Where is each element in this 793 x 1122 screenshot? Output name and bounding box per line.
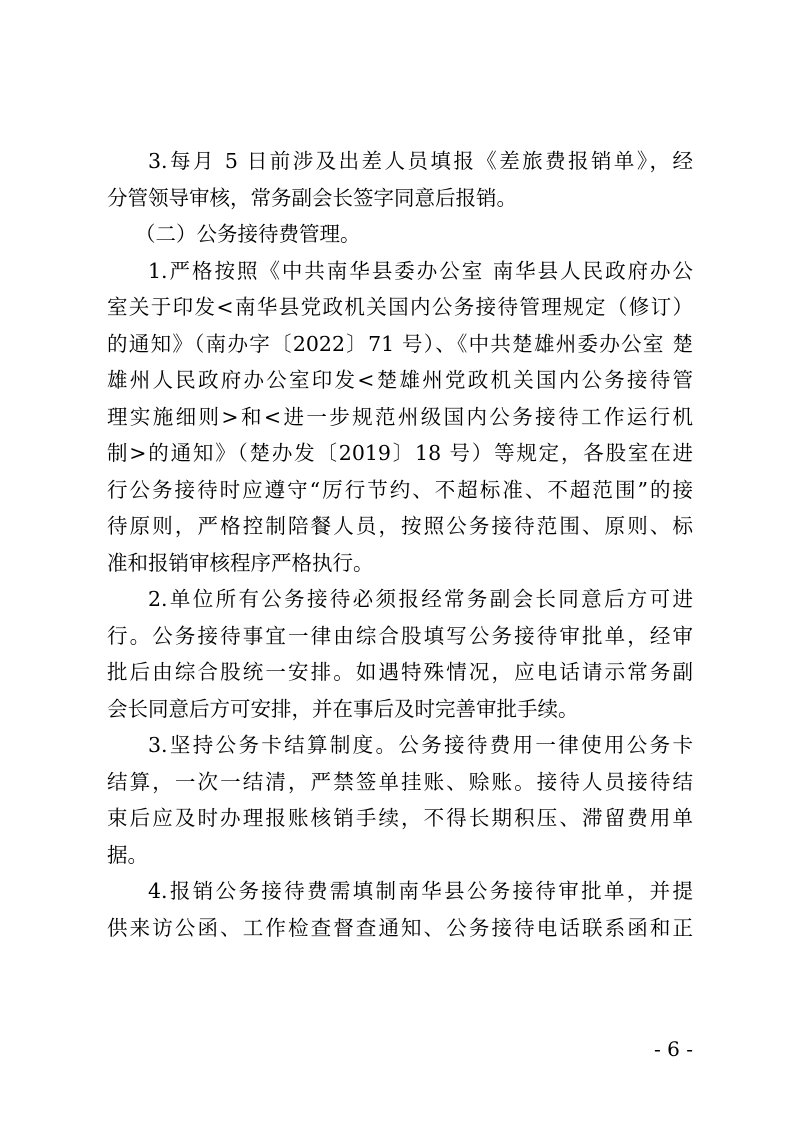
section-heading-reception-fee <box>107 216 693 253</box>
text-line: 会长同意后方可安排，并在事后及时完善审批手续。 <box>107 696 579 721</box>
text-line: 制>的通知》（楚办发〔2019〕18 号）等规定，各股室在进 <box>107 441 693 465</box>
paragraph-reception-item-1 <box>107 253 693 582</box>
paragraph-reception-item-3 <box>107 727 693 873</box>
text-line: 4.报销公务接待费需填制南华县公务接待审批单，并提 <box>148 879 693 903</box>
text-line: 室关于印发<南华县党政机关国内公务接待管理规定（修订） <box>107 295 693 319</box>
paragraph-reception-item-2 <box>107 581 693 727</box>
text-line: 3.每月 5 日前涉及出差人员填报《差旅费报销单》，经 <box>148 149 693 173</box>
section-heading: （二）公务接待费管理。 <box>135 222 361 246</box>
text-line: 分管领导审核，常务副会长签字同意后报销。 <box>107 185 517 210</box>
text-line: 3.坚持公务卡结算制度。公务接待费用一律使用公务卡 <box>148 733 693 757</box>
text-line: 待原则，严格控制陪餐人员，按照公务接待范围、原则、标 <box>107 514 693 538</box>
text-line: 结算，一次一结清，严禁签单挂账、赊账。接待人员接待结 <box>107 769 693 794</box>
text-line: 2.单位所有公务接待必须报经常务副会长同意后方可进 <box>148 587 693 611</box>
page-number: - 6 - <box>654 1037 693 1061</box>
text-line: 行公务接待时应遵守“厉行节约、不超标准、不超范围”的接 <box>107 477 693 502</box>
paragraph-travel-expense-item-3 <box>107 143 693 216</box>
paragraph-reception-item-4 <box>107 873 693 946</box>
text-line: 束后应及时办理报账核销手续，不得长期积压、滞留费用单 <box>107 806 693 830</box>
text-line: 准和报销审核程序严格执行。 <box>107 550 374 575</box>
text-line: 理实施细则>和<进一步规范州级国内公务接待工作运行机 <box>107 404 693 429</box>
text-line: 1.严格按照《中共南华县委办公室 南华县人民政府办公 <box>148 258 693 283</box>
text-line: 据。 <box>107 842 148 867</box>
document-body <box>107 143 693 946</box>
text-line: 行。公务接待事宜一律由综合股填写公务接待审批单，经审 <box>107 623 693 648</box>
text-line: 雄州人民政府办公室印发<楚雄州党政机关国内公务接待管 <box>107 368 693 392</box>
text-line: 的通知》（南办字〔2022〕71 号）、《中共楚雄州委办公室 楚 <box>107 331 693 356</box>
text-line: 批后由综合股统一安排。如遇特殊情况，应电话请示常务副 <box>107 660 693 684</box>
text-line: 供来访公函、工作检查督查通知、公务接待电话联系函和正 <box>107 915 693 940</box>
